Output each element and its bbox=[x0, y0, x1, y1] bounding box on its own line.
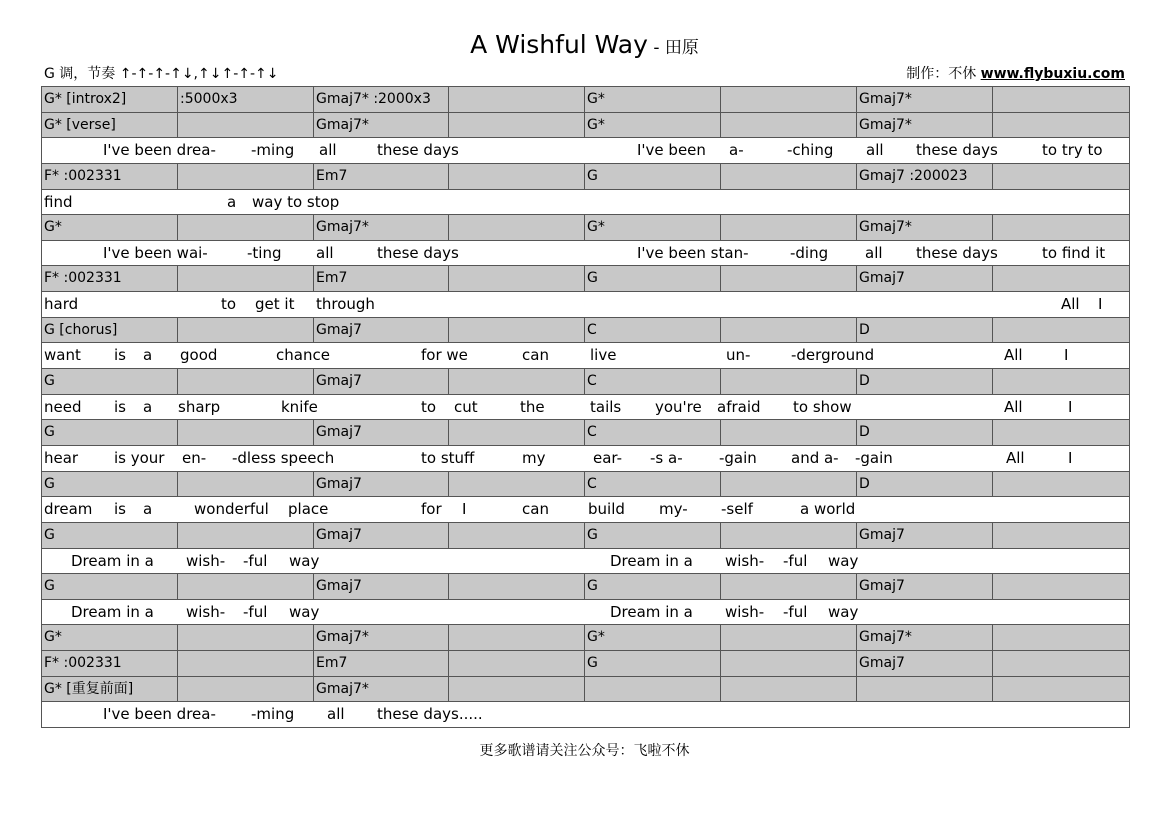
lyric-word: -dless speech bbox=[232, 448, 335, 467]
chord-cell: D bbox=[857, 318, 993, 343]
chord-cell: G bbox=[585, 651, 721, 676]
chord-cell: G bbox=[42, 472, 178, 497]
lyric-word: en- bbox=[182, 448, 207, 467]
lyric-row bbox=[42, 446, 1130, 472]
lyric-word: live bbox=[590, 346, 617, 365]
chord-row bbox=[42, 113, 1130, 139]
lyric-word: cut bbox=[454, 397, 478, 416]
chord-cell: Gmaj7* bbox=[314, 677, 449, 702]
lyric-word: -ming bbox=[251, 141, 295, 160]
lyric-word: chance bbox=[276, 346, 330, 365]
lyric-word: can bbox=[522, 500, 549, 519]
chord-cell: Gmaj7 bbox=[314, 369, 449, 394]
chord-cell bbox=[721, 369, 857, 394]
chord-cell bbox=[721, 318, 857, 343]
lyric-word: a bbox=[143, 397, 153, 416]
lyric-word: Dream in a bbox=[610, 602, 693, 621]
lyric-word: is bbox=[114, 500, 126, 519]
chord-cell bbox=[178, 164, 314, 189]
chord-cell: Gmaj7* bbox=[314, 625, 449, 650]
lyric-word: I bbox=[462, 500, 467, 519]
chord-sheet bbox=[41, 86, 1130, 728]
chord-cell: G bbox=[585, 574, 721, 599]
chord-cell bbox=[449, 215, 585, 240]
lyric-word: to show bbox=[793, 397, 852, 416]
lyric-word: -gain bbox=[855, 448, 893, 467]
lyric-word: knife bbox=[281, 397, 318, 416]
lyric-word: want bbox=[44, 346, 81, 365]
chord-cell: G* bbox=[42, 215, 178, 240]
chord-cell bbox=[993, 318, 1130, 343]
chord-cell bbox=[449, 113, 585, 138]
chord-cell: G [chorus] bbox=[42, 318, 178, 343]
lyric-word: you're bbox=[655, 397, 702, 416]
lyric-word: is your bbox=[114, 448, 165, 467]
lyric-word: these days..... bbox=[377, 705, 483, 724]
lyric-word: I've been stan- bbox=[637, 243, 749, 262]
lyric-word: wish- bbox=[186, 551, 226, 570]
chord-cell bbox=[721, 266, 857, 291]
chord-cell bbox=[178, 113, 314, 138]
chord-cell bbox=[721, 164, 857, 189]
chord-cell bbox=[449, 472, 585, 497]
chord-row bbox=[42, 87, 1130, 113]
chord-cell: C bbox=[585, 472, 721, 497]
chord-cell: Gmaj7* bbox=[314, 215, 449, 240]
lyric-word: good bbox=[180, 346, 218, 365]
lyric-word: -ting bbox=[247, 243, 282, 262]
chord-cell: Gmaj7* :2000x3 bbox=[314, 87, 449, 112]
chord-cell bbox=[449, 625, 585, 650]
lyric-word: way bbox=[289, 602, 320, 621]
lyric-word: All bbox=[1004, 346, 1023, 365]
lyric-word: ear- bbox=[593, 448, 623, 467]
lyric-word: wish- bbox=[725, 551, 765, 570]
lyric-word: way to stop bbox=[252, 192, 340, 211]
chord-cell: G* bbox=[42, 625, 178, 650]
lyric-word: all bbox=[319, 141, 337, 160]
chord-row bbox=[42, 472, 1130, 498]
lyric-word: Dream in a bbox=[71, 551, 154, 570]
lyric-word: a bbox=[227, 192, 237, 211]
chord-cell bbox=[449, 266, 585, 291]
lyric-word: dream bbox=[44, 500, 93, 519]
chord-cell: D bbox=[857, 369, 993, 394]
lyric-word: to find it bbox=[1042, 243, 1106, 262]
lyric-word: Dream in a bbox=[610, 551, 693, 570]
key-rhythm: G 调，节奏 ↑-↑-↑-↑↓,↑↓↑-↑-↑↓ bbox=[44, 66, 279, 82]
lyric-word: wonderful bbox=[194, 500, 269, 519]
lyric-word: is bbox=[114, 346, 126, 365]
lyric-word: way bbox=[289, 551, 320, 570]
lyric-word: for we bbox=[421, 346, 468, 365]
chord-cell: G bbox=[42, 420, 178, 445]
chord-cell: Gmaj7 bbox=[857, 574, 993, 599]
chord-cell: G* bbox=[585, 113, 721, 138]
chord-cell bbox=[993, 651, 1130, 676]
lyric-row bbox=[42, 549, 1130, 575]
chord-cell bbox=[993, 677, 1130, 702]
chord-cell bbox=[585, 677, 721, 702]
lyric-word: I've been bbox=[637, 141, 706, 160]
lyric-word: through bbox=[316, 295, 375, 314]
chord-cell bbox=[178, 369, 314, 394]
chord-cell: Gmaj7 :200023 bbox=[857, 164, 993, 189]
chord-cell bbox=[449, 677, 585, 702]
lyric-word: I bbox=[1068, 448, 1073, 467]
lyric-word: a world bbox=[800, 500, 856, 519]
lyric-word: way bbox=[828, 551, 859, 570]
lyric-word: -self bbox=[721, 500, 753, 519]
lyric-word: afraid bbox=[717, 397, 761, 416]
chord-cell: G bbox=[585, 523, 721, 548]
chord-cell: G bbox=[42, 523, 178, 548]
chord-cell: G* bbox=[585, 625, 721, 650]
chord-cell: Gmaj7 bbox=[314, 523, 449, 548]
chord-cell: D bbox=[857, 420, 993, 445]
chord-cell: Gmaj7 bbox=[857, 651, 993, 676]
chord-row bbox=[42, 215, 1130, 241]
lyric-word: -ful bbox=[243, 551, 268, 570]
chord-cell bbox=[721, 420, 857, 445]
lyric-word: -ful bbox=[783, 551, 808, 570]
chord-cell bbox=[178, 523, 314, 548]
chord-cell bbox=[178, 625, 314, 650]
lyric-word: to try to bbox=[1042, 141, 1103, 160]
chord-cell: F* :002331 bbox=[42, 164, 178, 189]
chord-cell bbox=[449, 420, 585, 445]
lyric-word: for bbox=[421, 500, 442, 519]
chord-row bbox=[42, 523, 1130, 549]
chord-cell bbox=[993, 266, 1130, 291]
chord-cell bbox=[721, 625, 857, 650]
chord-cell bbox=[178, 420, 314, 445]
lyric-row bbox=[42, 292, 1130, 318]
lyric-word: -ding bbox=[790, 243, 829, 262]
chord-cell bbox=[721, 677, 857, 702]
lyric-word: I've been drea- bbox=[103, 141, 216, 160]
lyric-word: is bbox=[114, 397, 126, 416]
lyric-word: my bbox=[522, 448, 546, 467]
chord-cell: C bbox=[585, 318, 721, 343]
lyric-word: a- bbox=[729, 141, 744, 160]
chord-cell: Gmaj7* bbox=[857, 87, 993, 112]
chord-cell bbox=[178, 215, 314, 240]
lyric-word: need bbox=[44, 397, 82, 416]
chord-cell bbox=[449, 87, 585, 112]
lyric-row bbox=[42, 600, 1130, 626]
chord-cell: Gmaj7 bbox=[857, 523, 993, 548]
lyric-word: -ming bbox=[251, 705, 295, 724]
lyric-word: and a- bbox=[791, 448, 839, 467]
chord-cell bbox=[721, 87, 857, 112]
chord-cell bbox=[993, 215, 1130, 240]
lyric-word: -ful bbox=[783, 602, 808, 621]
lyric-word: I've been wai- bbox=[103, 243, 208, 262]
chord-cell: G bbox=[585, 266, 721, 291]
chord-cell: Gmaj7* bbox=[857, 113, 993, 138]
lyric-word: all bbox=[316, 243, 334, 262]
chord-cell bbox=[993, 420, 1130, 445]
lyric-row bbox=[42, 241, 1130, 267]
lyric-row bbox=[42, 702, 1130, 728]
chord-row bbox=[42, 574, 1130, 600]
chord-cell: Gmaj7* bbox=[314, 113, 449, 138]
lyric-word: get it bbox=[255, 295, 295, 314]
chord-cell: G* bbox=[585, 215, 721, 240]
chord-cell bbox=[993, 87, 1130, 112]
credit bbox=[906, 63, 1125, 83]
chord-cell bbox=[721, 113, 857, 138]
lyric-word: -ful bbox=[243, 602, 268, 621]
chord-cell: G bbox=[42, 369, 178, 394]
chord-row bbox=[42, 677, 1130, 703]
chord-cell bbox=[993, 369, 1130, 394]
lyric-word: hear bbox=[44, 448, 79, 467]
lyric-word: my- bbox=[659, 500, 688, 519]
chord-cell bbox=[178, 266, 314, 291]
song-title-main: A Wishful Way bbox=[470, 30, 648, 59]
lyric-word: I bbox=[1068, 397, 1073, 416]
chord-row bbox=[42, 164, 1130, 190]
chord-cell: G bbox=[585, 164, 721, 189]
chord-cell bbox=[721, 651, 857, 676]
lyric-word: build bbox=[588, 500, 625, 519]
chord-cell: G* bbox=[585, 87, 721, 112]
lyric-row bbox=[42, 138, 1130, 164]
lyric-word: wish- bbox=[186, 602, 226, 621]
chord-cell bbox=[178, 677, 314, 702]
credit-label: 制作：不休 bbox=[906, 66, 977, 82]
chord-row bbox=[42, 369, 1130, 395]
chord-cell bbox=[449, 651, 585, 676]
footer-note: 更多歌谱请关注公众号：飞啦不休 bbox=[479, 743, 690, 759]
chord-row bbox=[42, 318, 1130, 344]
lyric-word: sharp bbox=[178, 397, 221, 416]
chord-cell: G* [verse] bbox=[42, 113, 178, 138]
lyric-word: tails bbox=[590, 397, 622, 416]
chord-cell bbox=[993, 164, 1130, 189]
chord-cell bbox=[178, 574, 314, 599]
song-title bbox=[0, 30, 1169, 59]
lyric-word: -s a- bbox=[650, 448, 683, 467]
chord-cell bbox=[993, 574, 1130, 599]
chord-cell bbox=[993, 472, 1130, 497]
lyric-word: these days bbox=[377, 141, 459, 160]
lyric-word: these days bbox=[916, 243, 998, 262]
chord-cell: Gmaj7* bbox=[857, 215, 993, 240]
lyric-word: place bbox=[288, 500, 329, 519]
lyric-word: a bbox=[143, 346, 153, 365]
lyric-word: way bbox=[828, 602, 859, 621]
lyric-word: all bbox=[865, 243, 883, 262]
lyric-word: to bbox=[221, 295, 237, 314]
chord-cell: F* :002331 bbox=[42, 651, 178, 676]
chord-cell: G bbox=[42, 574, 178, 599]
chord-cell bbox=[993, 113, 1130, 138]
lyric-row bbox=[42, 343, 1130, 369]
lyric-word: All bbox=[1004, 397, 1023, 416]
lyric-word: Dream in a bbox=[71, 602, 154, 621]
chord-cell: Gmaj7 bbox=[857, 266, 993, 291]
chord-cell: F* :002331 bbox=[42, 266, 178, 291]
chord-cell: G* [introx2] bbox=[42, 87, 178, 112]
lyric-row bbox=[42, 395, 1130, 421]
chord-cell bbox=[857, 677, 993, 702]
lyric-word: -ching bbox=[787, 141, 834, 160]
chord-cell bbox=[449, 523, 585, 548]
lyric-word: -derground bbox=[791, 346, 875, 365]
lyric-word: all bbox=[866, 141, 884, 160]
lyric-word: un- bbox=[726, 346, 751, 365]
chord-cell: Em7 bbox=[314, 651, 449, 676]
chord-cell bbox=[178, 472, 314, 497]
chord-cell: Em7 bbox=[314, 164, 449, 189]
chord-row bbox=[42, 651, 1130, 677]
lyric-row bbox=[42, 497, 1130, 523]
chord-cell: Gmaj7* bbox=[857, 625, 993, 650]
chord-row bbox=[42, 625, 1130, 651]
lyric-word: wish- bbox=[725, 602, 765, 621]
lyric-word: a bbox=[143, 500, 153, 519]
chord-cell bbox=[721, 472, 857, 497]
lyric-word: these days bbox=[377, 243, 459, 262]
chord-cell bbox=[178, 651, 314, 676]
chord-cell bbox=[721, 523, 857, 548]
chord-cell bbox=[178, 318, 314, 343]
chord-cell bbox=[449, 369, 585, 394]
chord-cell bbox=[993, 625, 1130, 650]
lyric-word: to bbox=[421, 397, 437, 416]
lyric-word: can bbox=[522, 346, 549, 365]
lyric-row bbox=[42, 190, 1130, 216]
chord-cell: C bbox=[585, 369, 721, 394]
chord-cell: C bbox=[585, 420, 721, 445]
chord-row bbox=[42, 420, 1130, 446]
chord-cell: G* [重复前面] bbox=[42, 677, 178, 702]
chord-cell bbox=[449, 164, 585, 189]
chord-cell: Gmaj7 bbox=[314, 574, 449, 599]
chord-cell: :5000x3 bbox=[178, 87, 314, 112]
credit-site-link[interactable]: www.flybuxiu.com bbox=[980, 66, 1125, 82]
lyric-word: find bbox=[44, 192, 73, 211]
lyric-word: the bbox=[520, 397, 545, 416]
chord-cell bbox=[449, 318, 585, 343]
chord-cell bbox=[721, 574, 857, 599]
song-artist: - 田原 bbox=[647, 38, 699, 58]
chord-cell: D bbox=[857, 472, 993, 497]
chord-cell bbox=[721, 215, 857, 240]
chord-cell: Gmaj7 bbox=[314, 318, 449, 343]
lyric-word: hard bbox=[44, 295, 79, 314]
lyric-word: I've been drea- bbox=[103, 705, 216, 724]
chord-cell bbox=[993, 523, 1130, 548]
lyric-word: All bbox=[1006, 448, 1025, 467]
chord-cell: Em7 bbox=[314, 266, 449, 291]
lyric-word: these days bbox=[916, 141, 998, 160]
chord-row bbox=[42, 266, 1130, 292]
chord-cell bbox=[449, 574, 585, 599]
lyric-word: -gain bbox=[719, 448, 757, 467]
lyric-word: I bbox=[1098, 295, 1103, 314]
lyric-word: to stuff bbox=[421, 448, 475, 467]
lyric-word: I bbox=[1064, 346, 1069, 365]
lyric-word: all bbox=[327, 705, 345, 724]
lyric-word: All bbox=[1061, 295, 1080, 314]
chord-cell: Gmaj7 bbox=[314, 420, 449, 445]
chord-cell: Gmaj7 bbox=[314, 472, 449, 497]
